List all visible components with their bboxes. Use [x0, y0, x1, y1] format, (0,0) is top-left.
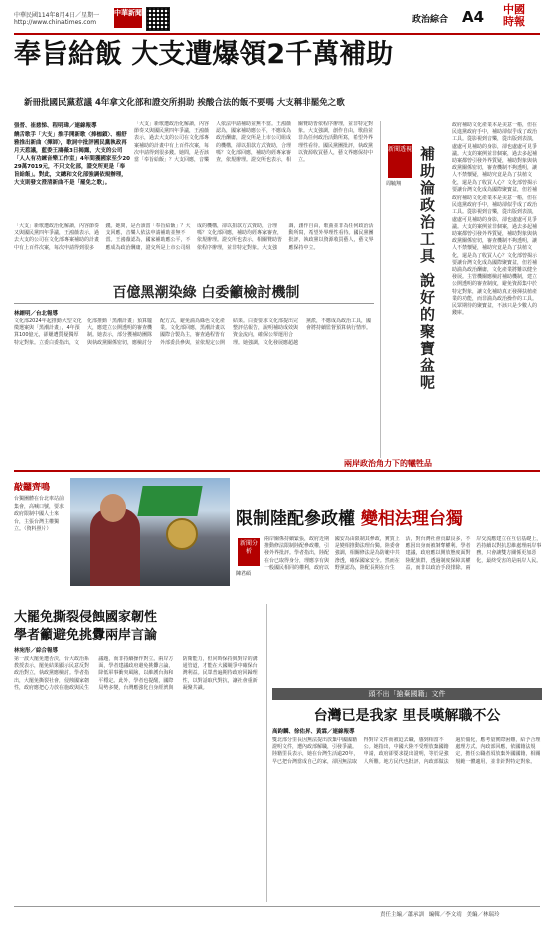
br-headline: 台灣已是我家 里長嘆解職不公 [313, 708, 501, 724]
article2-byline: 林縉明／台北報導 [14, 311, 59, 317]
br-body: 雙北部分里長因無法提出放棄中國國籍證明文件，遭內政部解職，引發爭議。陸籍里長表示，她在台灣生活逾20年，早已把台灣當成自己的家，卻因無法取得對岸文件而被迫去職，感到相當不公。她指出，中國大陸不受理放棄國籍申請，政府卻要求提出證明，等於是強人所難。地方民代也批評，內政部做法過於僵化，應考量實際困難，給予合理處理方式。內政部回應，依國籍法規定，擔任公職者須放棄外國國籍，相關規範一體適用，並非針對特定對象。 [272, 737, 541, 765]
sidebar-label: 新聞透視 [388, 146, 413, 153]
news-label-badge [388, 144, 412, 178]
mid-body: 兩岸關係持續緊張，政府近期推動修法限制陸配參政權，引發外界批評。學者指出，陸配在台已取得身分，理應享有與一般國民相同的權利，政府以國安為由限制其參政，實質上是變相推動法理台獨。陸委會強調，相關修法是為防範中共滲透，確保國家安全。然而在野黨認為，陸配長期在台生活，對台灣社會貢獻良多，不應因出身而被剝奪權利。學者建議，政府應以開放態度面對陸配族群，透過制度保障其權益，而非以政治手段排除。兩岸交流應建立在互信基礎上，若持續以對抗思維處理兩岸事務，只會讓雙方關係更加惡化，最終受害的是兩岸人民。 [264, 536, 542, 571]
footer-editor: 責任主編／蕭承訓 [380, 912, 425, 918]
section1-heading: 百億黑潮染綠 白委籲檢討機制 [112, 285, 300, 301]
paper-name: 中華新聞 [114, 9, 142, 17]
masthead-date: 中華民國114年8月4日／星期一 [14, 12, 100, 19]
article-1-body: 「大支」新歌遭政治化解讀，內容節奏又與國民黨四年爭議，王鴻薇表示，過去大支的公司在文化部專案補助的計畫中有上百件次案，每次申請得到很多錢。她問，是否該當「奉旨給飯」？大支回應，音樂人依法申請補助並無不當。王鴻薇認為，國家補助應公平，不應成為政治酬庸，證交所是上市公司組成的機構，卻以捐款方式資助，合理嗎？文化部回應，補助均經專家審查，依規辦理。證交所也表示，相關贊助皆依程序辦理，並非特定對象。大支強調，創作自由，歌曲並非為任何政治活動所寫，希望外界理性看待。國民黨團批評，執政黨以資源收買藝人，藝文界應保持中立。 [14, 223, 374, 251]
article-2-body: 文化部2024年起推動大型文化徵選案與「黑潮計畫」，4年預算100億元，卻屢遭質疑獨厚特定對象。立委白委指出，文化部推動「黑潮計畫」預算龐大，應建立公開透明的審查機制。她表示，部分獲補助團隊與執政黨關係密切，應檢討分配方式，避免淪為綠色文化產業。文化部回應，黑潮計畫以國際合製為主，審查過程皆有外部委員參與，並依規定公開結果。白委要求文化部提出完整評估報告，說明補助成效與資金流向，確保公帑運用合理。她強調，文化發展應超越黨派，不應成為政治工具，國會將持續監督預算執行情形。 [14, 318, 372, 346]
mid-label: 新聞分析 [239, 540, 258, 555]
footer-credits [380, 910, 500, 918]
photo-caption: 台獨團體在台北車站前集會，高喊口號，要求政府限制中國人士來台，主張台灣主權獨立。（資料照片） [14, 496, 65, 532]
left-byline: 林宛彤／綜合報導 [14, 648, 59, 654]
left-headline-a: 大罷免撕裂侵蝕國家韌性 [14, 610, 158, 625]
person-head [100, 494, 126, 522]
footer-art: 編輯／李文靖 [428, 912, 462, 918]
mid-headline-b: 變相法理台獨 [360, 509, 463, 529]
photo-caption-box [14, 480, 66, 600]
br-kicker [272, 688, 542, 700]
page-number: A4 [462, 8, 485, 26]
sidebar-headline: 補助淪政治工具 說好的聚寶盆呢 [418, 146, 436, 392]
qr-code-icon [146, 7, 170, 31]
logo-text: 中國時報 [503, 3, 525, 28]
article-1-col-b: 「大支」新歌遭政治化解讀，內容節奏又與國民黨四年爭議，王鴻薇表示，過去大支的公司在文化部專案補助的計畫中有上百件次案，每次申請得到很多錢。她問，是否該當「奉旨給飯」？大支回應，音樂人依法申請補助並無不當。王鴻薇認為，國家補助應公平，不應成為政治酬庸，證交所是上市公司組成的機構，卻以捐款方式資助，合理嗎？文化部回應，補助均經專家審查，依規辦理。證交所也表示，相關贊助皆依程序辦理，並非特定對象。大支強調，創作自由，歌曲並非為任何政治活動所寫，希望外界理性看待。國民黨團批評，執政黨以資源收買藝人，藝文界應保持中立。 [134, 121, 374, 164]
masthead-url: http://www.chinatimes.com [14, 19, 97, 26]
red-band [14, 470, 540, 472]
sidebar-body-top: 政府補助文化產業本是美意一樁，但在民進黨政府手中，補助卻似乎成了政治工具。從影視到音樂，從出版到表演，處處可見補助的身影，卻也處處可見爭議。大支的案例並非個案，過去多起補助案都曾引發外界質疑，補助對象與執政黨關係密切，審查機制不夠透明，讓人不禁懷疑，補助究竟是為了扶植文化，還是為了收買人心？文化部曾揭示要讓台灣文化成為國際聚寶盆，但若補 [452, 122, 538, 192]
gong-shape [166, 518, 198, 550]
sidebar-author: 周毓翔 [386, 181, 402, 187]
china-times-logo [500, 4, 528, 30]
top-lead: 饒舌歌手「大支」推手開新歌〈捧枷鎖〉、楊舒雅推出新曲〈揮師〉，歌詞中批評國民黨執政再月天惹議，藍委王鴻薇3日揭露，大支的公司「人人有功練音樂工作室」4年間獲國家至少2029萬7019元，不只文化部，證交所更是「奉旨給飯」。對此，文總和文化部強調依規辦理，大支則發文澄清新曲不是「罷免之歌」。 [14, 132, 130, 186]
mid-headline [236, 508, 542, 530]
protest-photo [70, 478, 230, 586]
top-byline: 張晉、崔慈悌、程明瑋／連線報導 [14, 123, 97, 129]
sidebar-body: 政府補助文化產業本是美意一樁，但在民進黨政府手中，補助卻似乎成了政治工具。從影視到音樂，從出版到表演，處處可見補助的身影，卻也處處可見爭議。大支的案例並非個案，過去多起補助案都曾引發外界質疑，補助對象與執政黨關係密切，審查機制不夠透明，讓人不禁懷疑，補助究竟是為了扶植文化，還是為了收買人心？文化部曾揭示要讓台灣文化成為國際聚寶盆，但若補助淪為政治酬庸，文化產業將難以健全發展。主管機關應檢討補助機制，建立公開透明的審查制度，避免資源集中於特定對象，讓文化補助真正發揮扶植產業的功能，而非淪為政治操作的工具。民眾期待的聚寶盆，不該只是少數人的錢庫。 [452, 195, 538, 317]
mid-headline-a: 限制陸配參政權 [236, 509, 355, 529]
footer-design: 美編／林瑞玲 [466, 912, 500, 918]
main-headline: 奉旨給飯 大支遭爆領2千萬補助 [14, 39, 394, 70]
mid-author: 陳君碩 [236, 571, 252, 577]
left-body: 第一波大罷免遭否決，台大政治系教授表示，罷免結果顯示民意反對政治對立，執政黨應檢討。學者指出，大罷免撕裂社會，侵蝕國家韌性，政府應把心力放在施政與民生議題，而非持續操作對立。兩岸方面，學者建議政府避免挑釁言論，降低軍事衝突風險，以維護台海和平穩定。此外，學者也提醒，國際局勢多變，台灣應強化自身經濟與防衛能力，但同時保持與對岸的溝通管道，才能在大國競爭中確保台灣利益。民眾普遍期待政府回歸理性，以對話取代對抗，讓社會重新凝聚共識。 [14, 656, 258, 691]
left-headline-b: 學者籲避免挑釁兩岸言論 [14, 628, 158, 643]
mid-label-badge [238, 538, 260, 566]
sub-headline: 新冊批國民黨惹議 4年拿文化部和證交所捐助 挨酸合法的飯不要嗎 大支稱非罷免之歌 [24, 98, 345, 108]
photo-caption-label: 敲鑼齊鳴 [14, 483, 51, 493]
flag-shape [137, 486, 202, 516]
br-kicker-text: 頭不出「搶棄國籍」文件 [368, 690, 446, 698]
br-byline: 高鈞麟、徐佑昇、黃霖／連線報導 [272, 729, 355, 735]
paper-logo [114, 8, 142, 28]
section-name: 政治綜合 [412, 15, 449, 25]
band-kicker: 兩岸政治角力下的犧牲品 [340, 458, 436, 469]
